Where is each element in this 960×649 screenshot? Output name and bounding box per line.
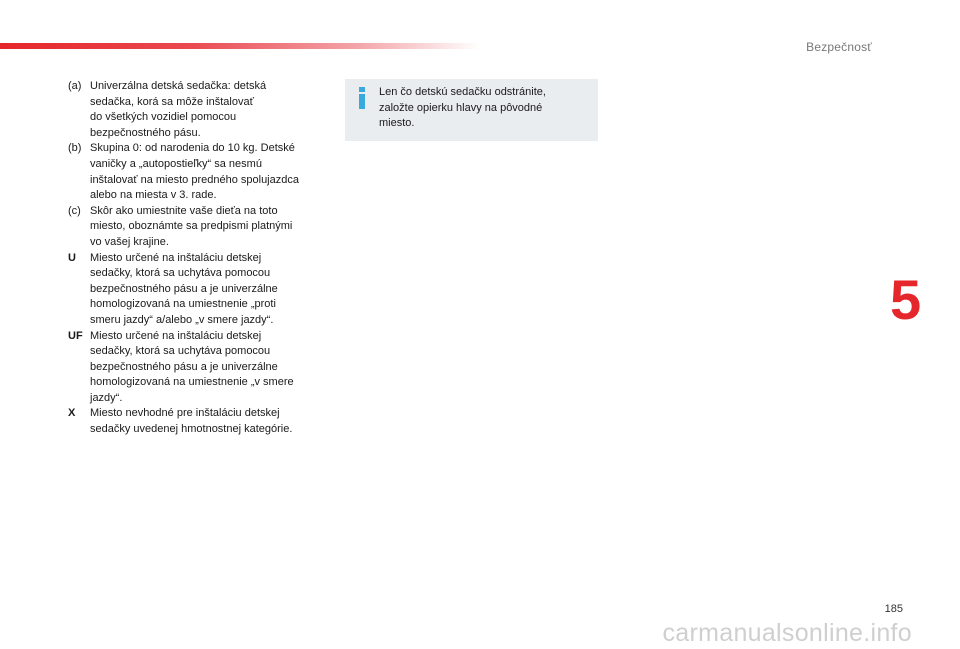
legend-key: UF [68, 329, 83, 342]
page-number: 185 [884, 603, 903, 615]
legend-text: Skupina 0: od narodenia do 10 kg. Detské vaničky a „autopostieľky“ sa nesmú inštalovať na miesto predného spolujazdca alebo na miesta v 3. rade. [90, 142, 299, 202]
legend-item [68, 204, 338, 251]
legend-text: Univerzálna detská sedačka: detská sedačka, korá sa môže inštalovať do všetkých vozidiel pomocou bezpečnostného pásu. [90, 80, 267, 139]
header-color-bar [0, 43, 480, 49]
watermark: carmanualsonline.info [662, 619, 912, 647]
section-title: Bezpečnosť [806, 40, 872, 54]
legend-key: X [68, 407, 76, 420]
legend-item [68, 79, 338, 141]
legend-item [68, 251, 338, 329]
legend-text: Miesto určené na inštaláciu detskej sedačky, ktorá sa uchytáva pomocou bezpečnostného pásu a je univerzálne homologizovaná na umiestnenie „v smere jazdy“. [90, 329, 294, 404]
legend-text: Miesto určené na inštaláciu detskej sedačky, ktorá sa uchytáva pomocou bezpečnostného pásu a je univerzálne homologizovaná na umiestnenie „proti smeru jazdy“ a/alebo „v smere jazdy“. [90, 251, 278, 326]
info-text: Len čo detskú sedačku odstránite, založte opierku hlavy na pôvodné miesto. [379, 86, 546, 130]
legend-key: (b) [68, 142, 82, 155]
legend-key: (a) [68, 80, 82, 92]
legend-text: Skôr ako umiestnite vaše dieťa na toto miesto, oboznámte sa predpismi platnými vo vašej krajine. [90, 204, 293, 248]
legend-text: Miesto nevhodné pre inštaláciu detskej sedačky uvedenej hmotnostnej kategórie. [90, 407, 293, 436]
info-icon [357, 87, 367, 109]
info-box [345, 79, 598, 141]
chapter-number: 5 [890, 268, 922, 331]
legend-key: U [68, 251, 76, 264]
legend-item [68, 141, 338, 203]
legend-key: (c) [68, 204, 81, 217]
legend-item [68, 329, 338, 407]
legend-list [68, 79, 338, 438]
legend-item [68, 406, 338, 437]
